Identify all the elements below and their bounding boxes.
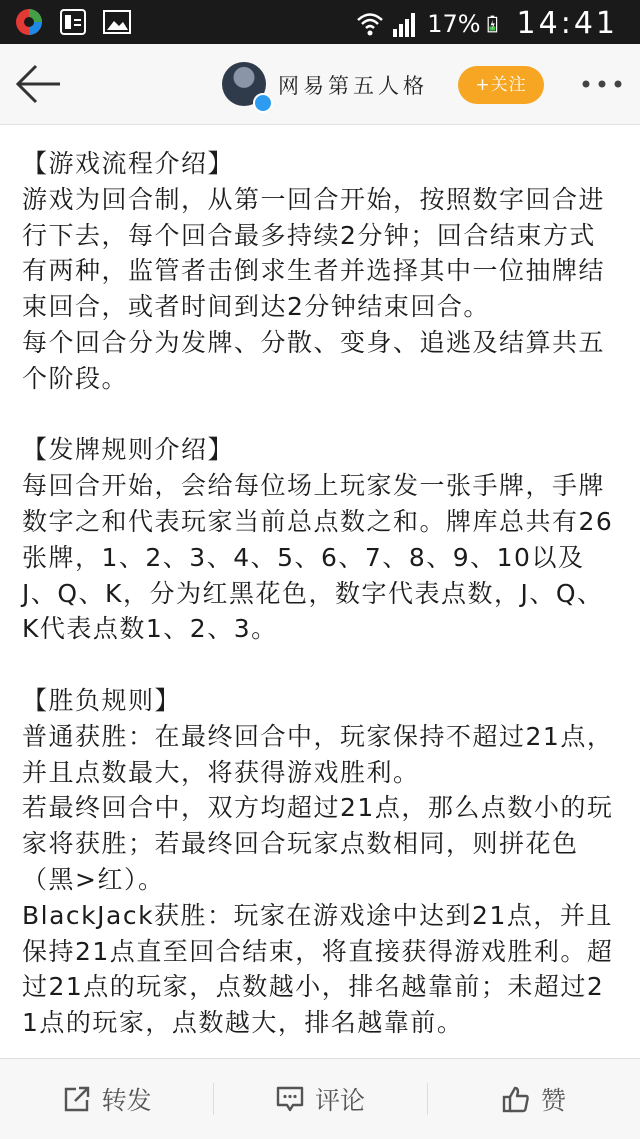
repost-button[interactable] bbox=[0, 1059, 213, 1139]
section-title: 【胜负规则】 bbox=[22, 685, 182, 715]
arrow-left-icon[interactable] bbox=[14, 62, 64, 106]
stock-app-icon bbox=[58, 7, 88, 37]
comment-label: 评论 bbox=[314, 1086, 365, 1115]
image-icon bbox=[102, 7, 132, 37]
notification-icons bbox=[14, 7, 132, 37]
paragraph: BlackJack获胜：玩家在游戏途中达到21点，并且保持21点直至回合结束，将直接获得游戏胜利。超过21点的玩家，点数越小，排名越靠前；未超过21点的玩家，点数越大，排名越靠前。 bbox=[22, 900, 614, 1038]
battery-icon bbox=[487, 9, 505, 39]
comment-icon bbox=[275, 1084, 305, 1114]
section-deal-rules bbox=[22, 432, 618, 647]
repost-label: 转发 bbox=[101, 1086, 152, 1115]
like-label: 赞 bbox=[540, 1086, 566, 1115]
like-button[interactable] bbox=[427, 1059, 640, 1139]
app-header bbox=[0, 44, 640, 125]
account-name[interactable]: 网易第五人格 bbox=[278, 74, 428, 98]
section-win-rules bbox=[22, 683, 618, 1041]
paragraph: 游戏为回合制，从第一回合开始，按照数字回合进行下去，每个回合最多持续2分钟；回合结束方式有两种，监管者击倒求生者并选择其中一位抽牌结束回合，或者时间到达2分钟结束回合。 bbox=[22, 184, 606, 322]
paragraph: 每个回合分为发牌、分散、变身、追逃及结算共五个阶段。 bbox=[22, 327, 606, 393]
bottom-toolbar bbox=[0, 1058, 640, 1139]
paragraph: 若最终回合中，双方均超过21点，那么点数小的玩家将获胜；若最终回合玩家点数相同，则拼花色（黑>红）。 bbox=[22, 793, 614, 894]
paragraph: 每回合开始，会给每位场上玩家发一张手牌，手牌数字之和代表玩家当前总点数之和。牌库总共有26张牌，1、2、3、4、5、6、7、8、9、10以及J、Q、K，分为红黑花色，数字代表点数，J、Q、K代表点数1、2、3。 bbox=[22, 471, 614, 644]
section-game-flow bbox=[22, 146, 618, 397]
battery-percent: 17% bbox=[427, 9, 481, 38]
share-icon bbox=[62, 1084, 92, 1114]
section-title: 【游戏流程介绍】 bbox=[22, 149, 235, 178]
more-dots-icon[interactable] bbox=[580, 74, 624, 94]
clock: 14:41 bbox=[516, 6, 618, 41]
status-bar bbox=[0, 0, 640, 44]
avatar[interactable] bbox=[222, 62, 266, 106]
comment-button[interactable] bbox=[213, 1059, 426, 1139]
thumbs-up-icon bbox=[501, 1084, 531, 1114]
article-body bbox=[22, 146, 618, 1041]
follow-button[interactable]: +关注 bbox=[458, 66, 544, 104]
section-title: 【发牌规则介绍】 bbox=[22, 435, 235, 465]
wifi-icon bbox=[355, 9, 385, 39]
paragraph: 普通获胜：在最终回合中，玩家保持不超过21点，并且点数最大，将获得游戏胜利。 bbox=[22, 721, 614, 787]
app-logo-icon bbox=[14, 7, 44, 37]
signal-icon bbox=[391, 9, 421, 39]
verified-badge-icon bbox=[253, 93, 273, 113]
system-indicators bbox=[355, 6, 618, 41]
